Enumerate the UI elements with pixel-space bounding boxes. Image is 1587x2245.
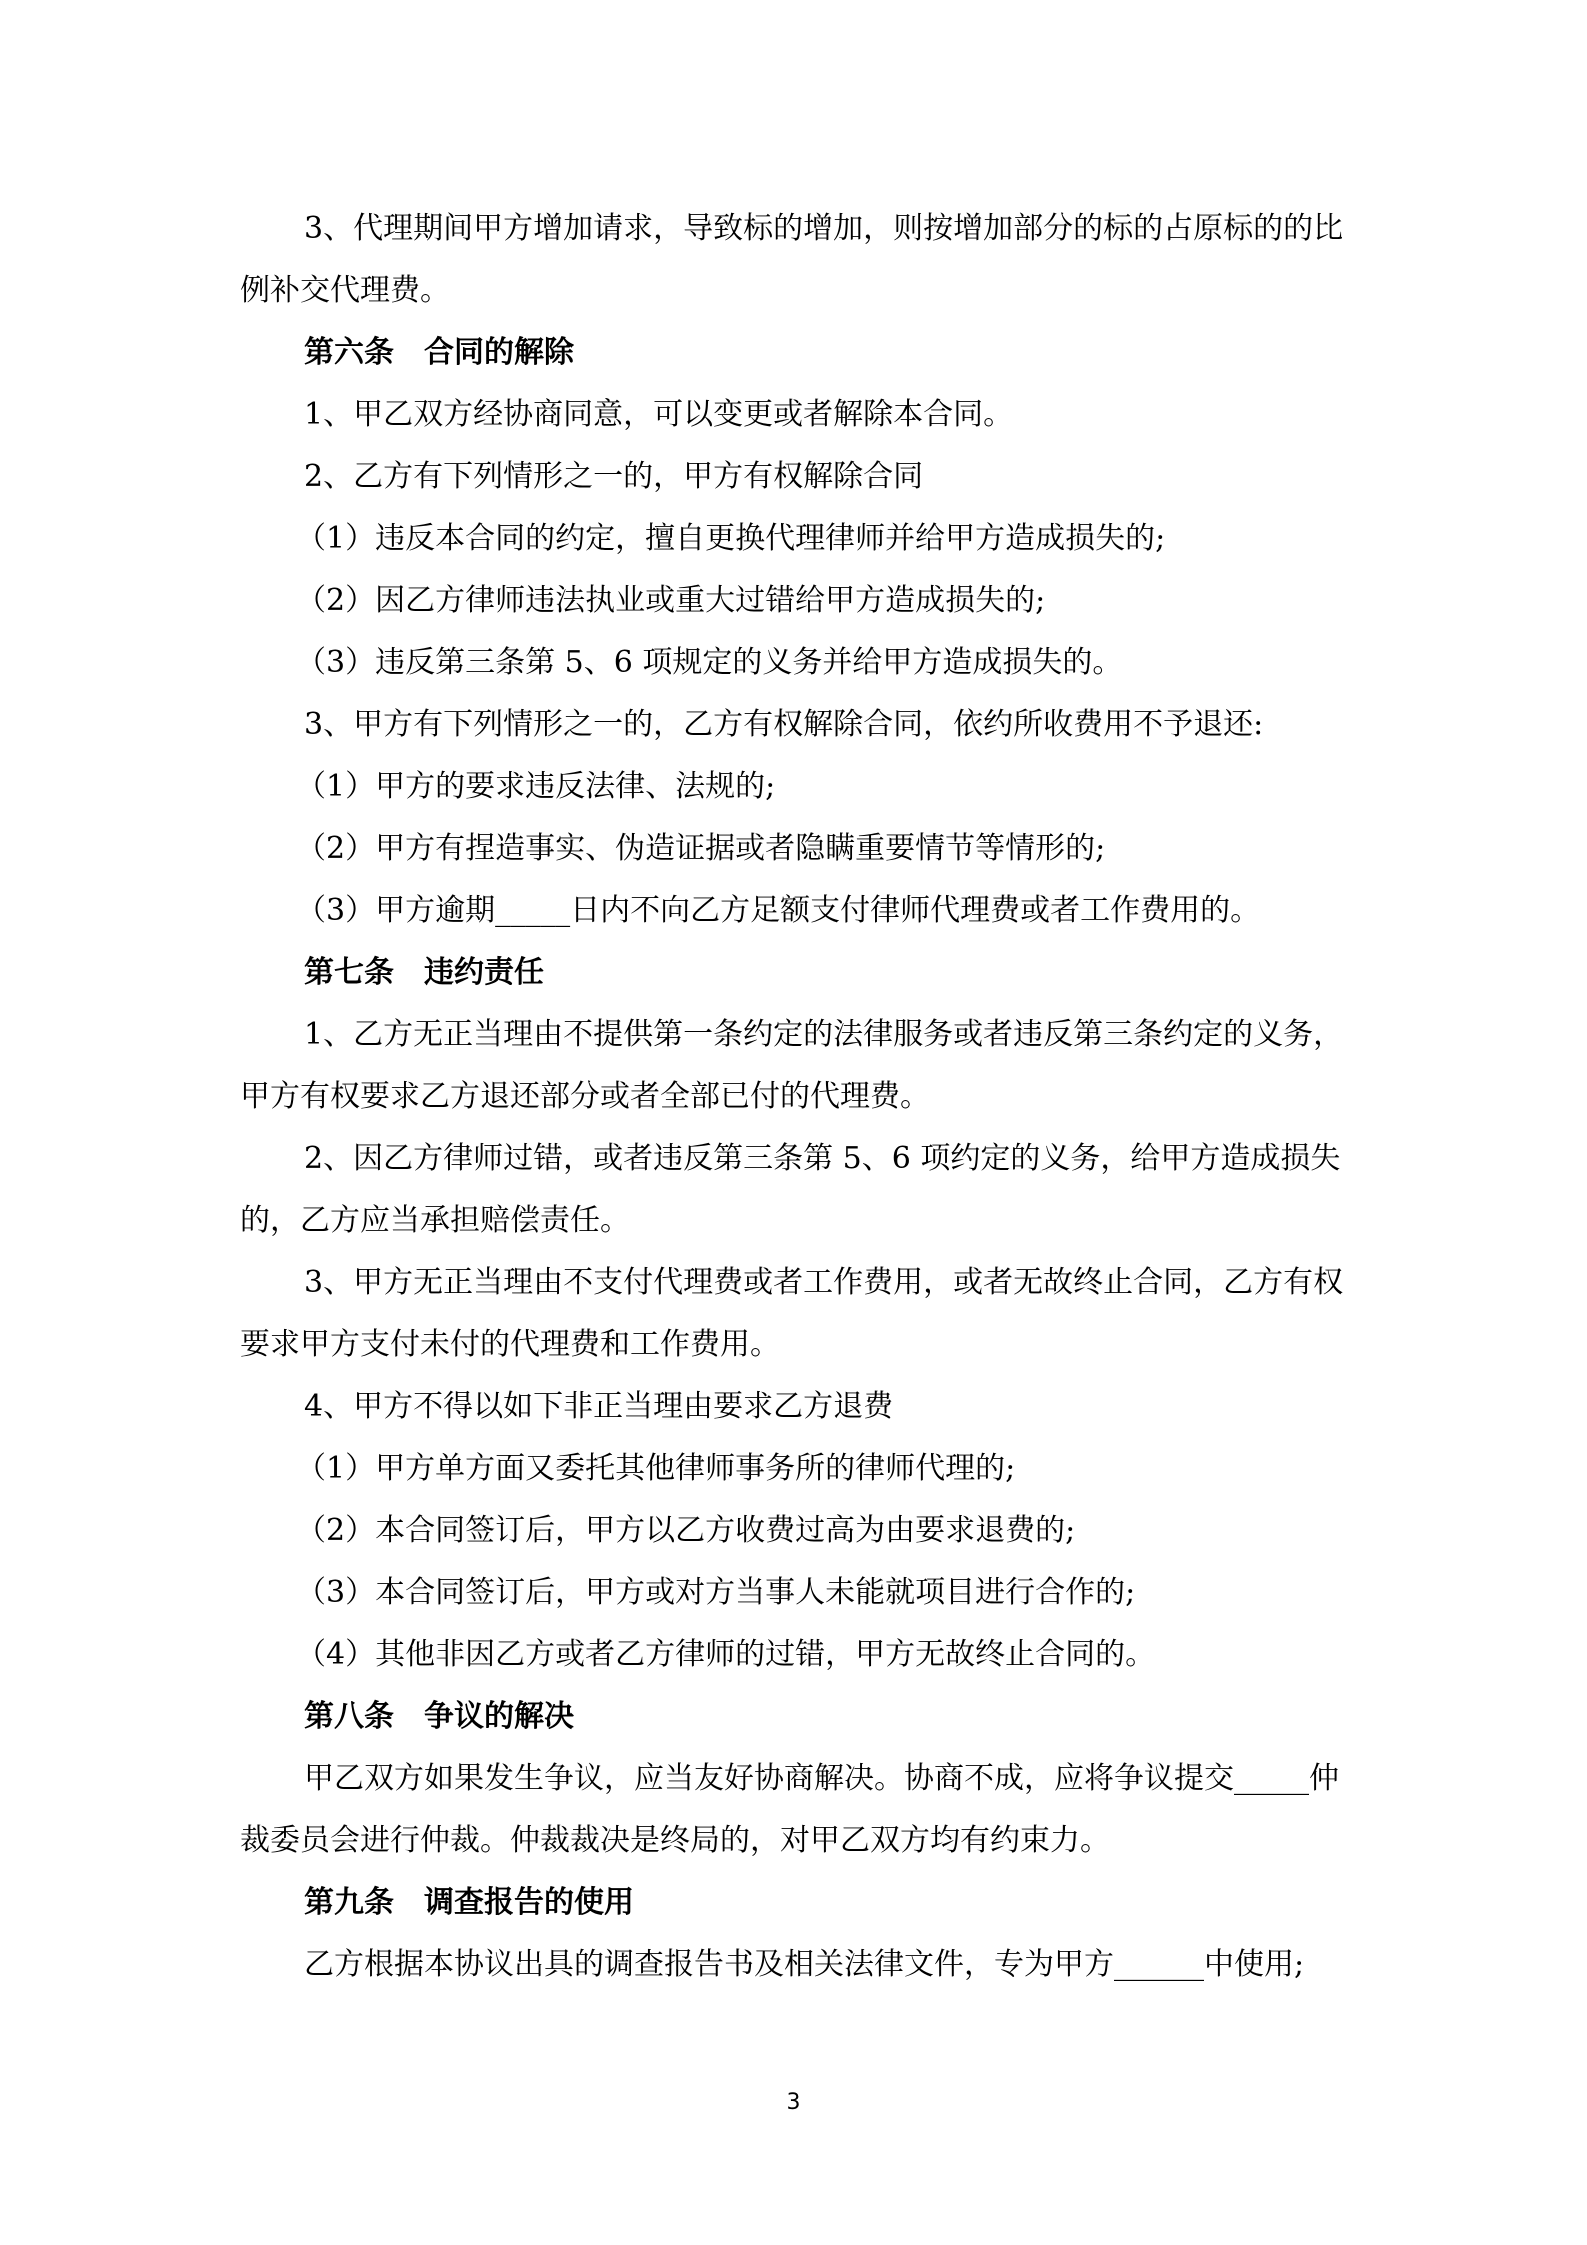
page-number: 3 <box>786 2090 801 2115</box>
section-heading: 第七条 违约责任 <box>304 955 544 990</box>
paragraph: 3、甲方无正当理由不支付代理费或者工作费用，或者无故终止合同，乙方有权要求甲方支付未付的代理费和工作费用。 <box>240 1265 1344 1362</box>
paragraph: 2、乙方有下列情形之一的，甲方有权解除合同 <box>304 459 924 494</box>
paragraph: 4、甲方不得以如下非正当理由要求乙方退费 <box>304 1389 894 1424</box>
list-item: （2）本合同签订后，甲方以乙方收费过高为由要求退费的; <box>296 1513 1076 1548</box>
list-item: （3）违反第三条第 5、6 项规定的义务并给甲方造成损失的。 <box>296 645 1123 680</box>
list-item: （2）甲方有捏造事实、伪造证据或者隐瞒重要情节等情形的; <box>296 831 1106 866</box>
list-item: （3）本合同签订后，甲方或对方当事人未能就项目进行合作的; <box>296 1575 1136 1610</box>
paragraph: 2、因乙方律师过错，或者违反第三条第 5、6 项约定的义务，给甲方造成损失的，乙方应当承担赔偿责任。 <box>240 1141 1341 1238</box>
section-heading: 第九条 调查报告的使用 <box>304 1885 634 1920</box>
document-page <box>240 198 1350 1996</box>
list-item: （1）甲方的要求违反法律、法规的; <box>296 769 776 804</box>
section-heading: 第六条 合同的解除 <box>304 335 574 370</box>
paragraph: 乙方根据本协议出具的调查报告书及相关法律文件，专为甲方______中使用; <box>304 1947 1305 1982</box>
section-heading: 第八条 争议的解决 <box>304 1699 574 1734</box>
list-item: （2）因乙方律师违法执业或重大过错给甲方造成损失的; <box>296 583 1046 618</box>
paragraph: 1、乙方无正当理由不提供第一条约定的法律服务或者违反第三条约定的义务，甲方有权要求乙方退还部分或者全部已付的代理费。 <box>240 1017 1344 1114</box>
list-item: （4）其他非因乙方或者乙方律师的过错，甲方无故终止合同的。 <box>296 1637 1156 1672</box>
list-item: （3）甲方逾期_____日内不向乙方足额支付律师代理费或者工作费用的。 <box>296 893 1261 928</box>
list-item: （1）违反本合同的约定，擅自更换代理律师并给甲方造成损失的; <box>296 521 1166 556</box>
list-item: （1）甲方单方面又委托其他律师事务所的律师代理的; <box>296 1451 1016 1486</box>
paragraph: 3、代理期间甲方增加请求，导致标的增加，则按增加部分的标的占原标的的比例补交代理费。 <box>240 211 1344 308</box>
paragraph: 甲乙双方如果发生争议，应当友好协商解决。协商不成，应将争议提交_____仲裁委员会进行仲裁。仲裁裁决是终局的，对甲乙双方均有约束力。 <box>240 1761 1339 1858</box>
paragraph: 3、甲方有下列情形之一的，乙方有权解除合同，依约所收费用不予退还: <box>304 707 1264 742</box>
paragraph: 1、甲乙双方经协商同意，可以变更或者解除本合同。 <box>304 397 1014 432</box>
